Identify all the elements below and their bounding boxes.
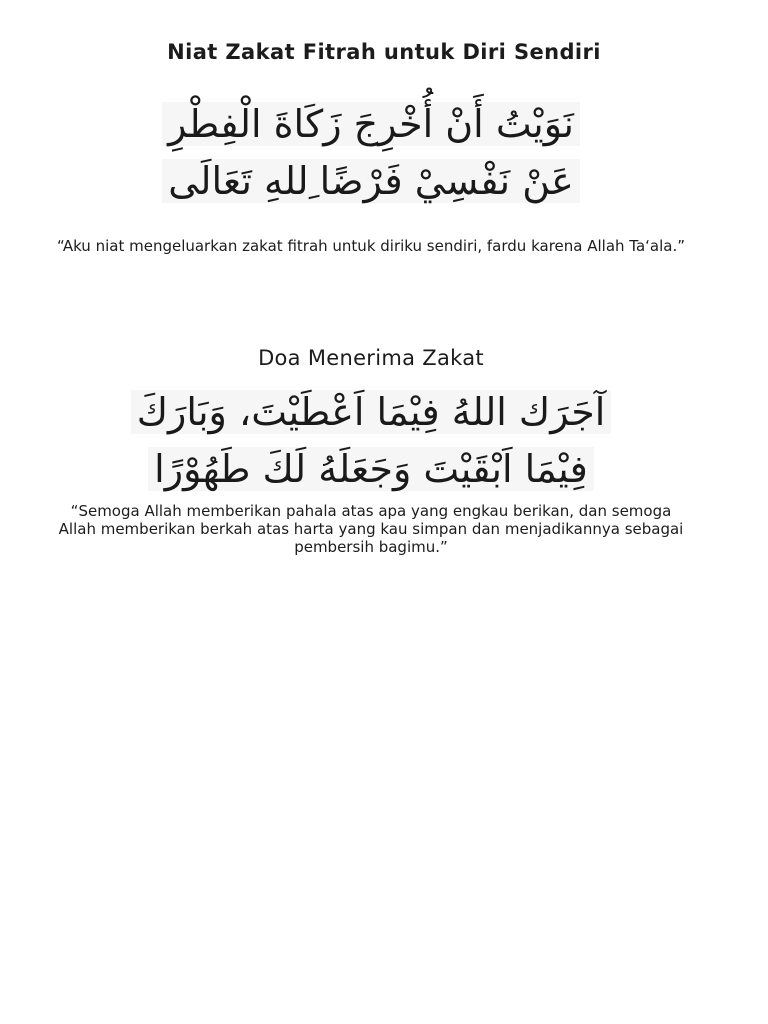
niat-zakat-title: Niat Zakat Fitrah untuk Diri Sendiri [167, 40, 601, 64]
doa-arabic-line-2: فِيْمَا اَبْقَيْتَ وَجَعَلَهُ لَكَ طَهُوْرًا [0, 441, 742, 498]
doa-arabic-text [0, 384, 742, 498]
niat-arabic-text [0, 96, 742, 210]
doa-translation: “Semoga Allah memberikan pahala atas apa yang engkau berikan, dan semoga Allah memberikan berkah atas harta yang kau simpan dan menjadikannya sebagai pembersih bagimu.” [58, 502, 684, 556]
doa-title: Doa Menerima Zakat [258, 346, 484, 370]
niat-arabic-line-2: عَنْ نَفْسِيْ فَرْضًا ِللهِ تَعَالَى [0, 153, 742, 210]
niat-translation: “Aku niat mengeluarkan zakat fitrah untuk diriku sendiri, fardu karena Allah Ta‘ala.” [56, 237, 686, 255]
doa-arabic-line-1: آجَرَك اللهُ فِيْمَا اَعْطَيْتَ، وَبَارَكَ [0, 384, 742, 441]
niat-arabic-line-1: نَوَيْتُ أَنْ أُخْرِجَ زَكَاةَ الْفِطْرِ [0, 96, 742, 153]
